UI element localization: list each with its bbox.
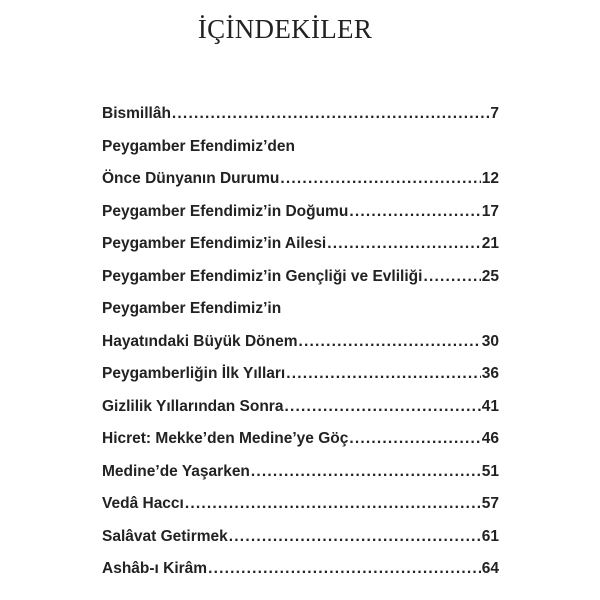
dot-leader — [280, 170, 480, 188]
toc-entry[interactable] — [102, 163, 499, 196]
dot-leader — [172, 105, 489, 123]
toc-entry-title: Hayatındaki Büyük Dönem — [102, 332, 298, 350]
toc-entry[interactable] — [102, 228, 499, 261]
toc-entry-page-number: 61 — [481, 527, 499, 545]
toc-entry-page-number: 57 — [481, 495, 499, 513]
toc-entry[interactable] — [102, 131, 499, 164]
toc-entry-title: Bismillâh — [102, 105, 171, 123]
dot-leader — [286, 365, 481, 383]
dot-leader — [299, 333, 481, 351]
toc-entry[interactable] — [102, 391, 499, 424]
toc-entry[interactable] — [102, 553, 499, 586]
toc-entry-page-number: 7 — [490, 105, 499, 123]
toc-entry-page-number: 21 — [481, 235, 499, 253]
dot-leader — [349, 430, 480, 448]
dot-leader — [208, 560, 481, 578]
toc-entry[interactable] — [102, 293, 499, 326]
toc-entry-title: Gizlilik Yıllarından Sonra — [102, 397, 284, 415]
toc-entry-title: Peygamberliğin İlk Yılları — [102, 365, 286, 383]
toc-entry-page-number: 41 — [481, 397, 499, 415]
toc-entry-title: Önce Dünyanın Durumu — [102, 170, 280, 188]
toc-entry[interactable] — [102, 261, 499, 294]
page-title: İÇİNDEKİLER — [197, 14, 373, 44]
toc-entry-title: Peygamber Efendimiz’in — [102, 300, 282, 318]
toc-entry-page-number: 12 — [481, 170, 499, 188]
toc-entry-page-number: 25 — [481, 267, 499, 285]
toc-entry-page-number: 51 — [481, 462, 499, 480]
toc-entry-title: Medine’de Yaşarken — [102, 462, 250, 480]
toc-entry-title: Vedâ Haccı — [102, 495, 184, 513]
toc-entry-title: Peygamber Efendimiz’den — [102, 137, 295, 155]
dot-leader — [251, 463, 481, 481]
table-of-contents — [102, 98, 499, 586]
toc-entry[interactable] — [102, 326, 499, 359]
toc-entry[interactable] — [102, 488, 499, 521]
toc-entry-page-number: 46 — [481, 430, 499, 448]
toc-entry-title: Peygamber Efendimiz’in Gençliği ve Evliliği — [102, 267, 423, 285]
toc-entry[interactable] — [102, 196, 499, 229]
toc-entry[interactable] — [102, 98, 499, 131]
toc-entry-page-number: 17 — [481, 202, 499, 220]
toc-entry[interactable] — [102, 423, 499, 456]
toc-entry-page-number: 36 — [481, 365, 499, 383]
dot-leader — [185, 495, 481, 513]
toc-entry-page-number: 30 — [481, 332, 499, 350]
toc-entry-title: Hicret: Mekke’den Medine’ye Göç — [102, 430, 349, 448]
toc-entry[interactable] — [102, 358, 499, 391]
dot-leader — [327, 235, 481, 253]
toc-entry-title: Salâvat Getirmek — [102, 527, 228, 545]
toc-entry-title: Peygamber Efendimiz’in Ailesi — [102, 235, 327, 253]
dot-leader — [284, 398, 480, 416]
dot-leader — [349, 203, 480, 221]
toc-entry-page-number: 64 — [481, 560, 499, 578]
toc-entry[interactable] — [102, 456, 499, 489]
dot-leader — [229, 528, 481, 546]
toc-entry-title: Ashâb-ı Kirâm — [102, 560, 208, 578]
toc-entry[interactable] — [102, 521, 499, 554]
dot-leader — [423, 268, 480, 286]
toc-entry-title: Peygamber Efendimiz’in Doğumu — [102, 202, 349, 220]
